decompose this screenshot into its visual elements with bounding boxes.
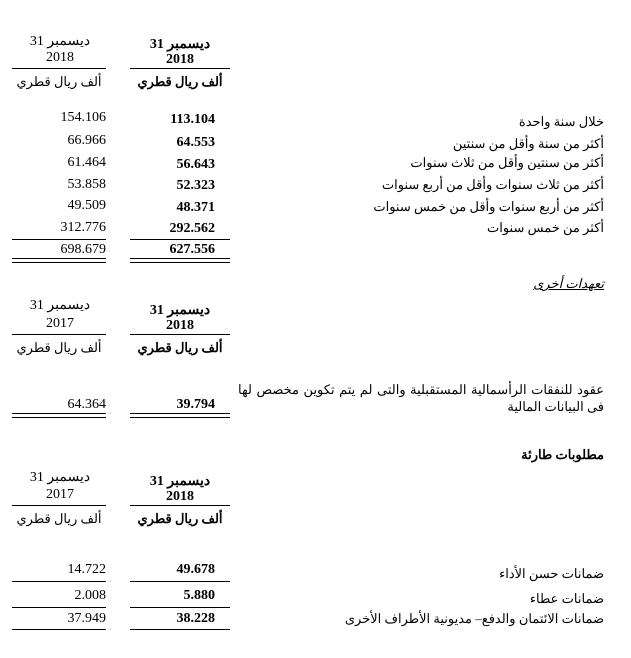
prior-value: 2.008 xyxy=(74,588,106,603)
header-date-label: 31 ديسمبر xyxy=(149,474,211,489)
double-underline xyxy=(130,413,230,418)
row-label: ضمانات حسن الأداء xyxy=(499,566,604,581)
current-total: 627.556 xyxy=(169,242,215,257)
current-value: 56.643 xyxy=(176,157,215,172)
prior-value: 312.776 xyxy=(60,220,106,235)
divider xyxy=(130,607,230,608)
divider xyxy=(12,334,106,335)
current-value: 292.562 xyxy=(169,221,215,236)
unit-label: ألف ريال قطري xyxy=(137,74,223,89)
unit-label: ألف ريال قطري xyxy=(137,511,223,526)
prior-value: 66.966 xyxy=(67,133,106,148)
header-year: 2018 xyxy=(166,52,194,67)
divider xyxy=(12,607,106,608)
current-value: 52.323 xyxy=(176,178,215,193)
divider xyxy=(130,629,230,630)
unit-label: ألف ريال قطري xyxy=(16,74,102,89)
divider xyxy=(130,334,230,335)
prior-value: 61.464 xyxy=(67,155,106,170)
row-label: عقود للنفقات الرأسمالية المستقبلية والتى لم يتم تكوين مخصص لها فى البيانات المالية xyxy=(238,382,604,414)
row-label: خلال سنة واحدة xyxy=(518,114,604,129)
header-date-label: 31 ديسمبر xyxy=(149,37,211,52)
divider xyxy=(130,505,230,506)
unit-label: ألف ريال قطري xyxy=(16,511,102,526)
prior-total: 698.679 xyxy=(60,242,106,257)
section-title: تعهدات أخرى xyxy=(533,276,604,291)
current-value: 64.553 xyxy=(176,135,215,150)
divider xyxy=(130,68,230,69)
header-year: 2017 xyxy=(46,316,74,331)
header-date-label: 31 ديسمبر xyxy=(149,303,211,318)
header-date-label: 31 ديسمبر xyxy=(29,298,91,313)
row-label: ضمانات الائتمان والدفع– مديونية الأطراف الأخرى xyxy=(344,611,604,626)
row-label: أكثر من ثلاث سنوات وأقل من أربع سنوات xyxy=(381,177,604,192)
prior-value: 14.722 xyxy=(67,562,106,577)
row-label: أكثر من خمس سنوات xyxy=(486,220,604,235)
current-value: 49.678 xyxy=(176,562,215,577)
current-value: 38.228 xyxy=(176,611,215,626)
divider xyxy=(12,68,106,69)
prior-value: 49.509 xyxy=(67,198,106,213)
header-year: 2017 xyxy=(46,487,74,502)
row-label: أكثر من أربع سنوات وأقل من خمس سنوات xyxy=(373,199,604,214)
divider xyxy=(130,239,230,240)
divider xyxy=(12,239,106,240)
divider xyxy=(130,581,230,582)
double-underline xyxy=(12,413,106,418)
prior-value: 37.949 xyxy=(67,611,106,626)
prior-value: 64.364 xyxy=(67,397,106,412)
divider xyxy=(12,629,106,630)
current-value: 113.104 xyxy=(170,112,215,127)
header-date-label: 31 ديسمبر xyxy=(29,470,91,485)
divider xyxy=(12,581,106,582)
double-underline xyxy=(130,258,230,263)
row-label: أكثر من سنتين وأقل من ثلاث سنوات xyxy=(410,155,604,170)
double-underline xyxy=(12,258,106,263)
section-title: مطلوبات طارئة xyxy=(521,447,604,462)
current-value: 5.880 xyxy=(183,588,215,603)
row-label: أكثر من سنة وأقل من سنتين xyxy=(452,136,604,151)
current-value: 39.794 xyxy=(176,397,215,412)
unit-label: ألف ريال قطري xyxy=(137,340,223,355)
prior-value: 53.858 xyxy=(67,177,106,192)
header-year: 2018 xyxy=(166,489,194,504)
header-year: 2018 xyxy=(46,50,74,65)
current-value: 48.371 xyxy=(176,200,215,215)
header-year: 2018 xyxy=(166,318,194,333)
row-label: ضمانات عطاء xyxy=(529,591,604,606)
header-date-label: 31 ديسمبر xyxy=(29,34,91,49)
prior-value: 154.106 xyxy=(60,110,106,125)
divider xyxy=(12,505,106,506)
unit-label: ألف ريال قطري xyxy=(16,340,102,355)
